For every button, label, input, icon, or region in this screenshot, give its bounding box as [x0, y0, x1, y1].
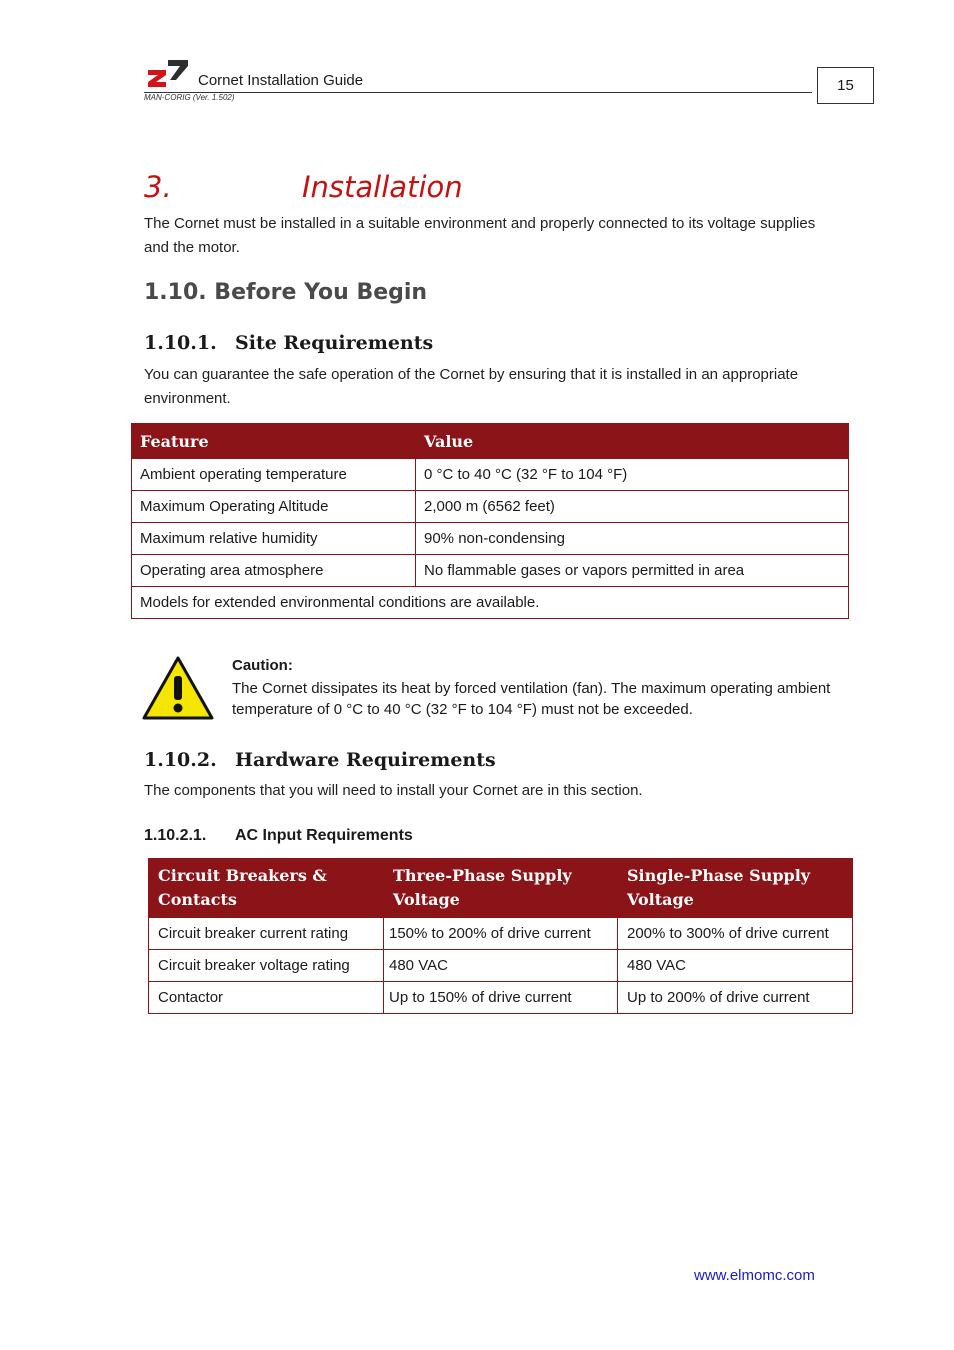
- column-header: Circuit Breakers & Contacts: [149, 859, 384, 918]
- table-cell: Contactor: [149, 982, 384, 1014]
- table-cell: Ambient operating temperature: [132, 459, 416, 491]
- hardware-requirements-heading: [144, 749, 496, 771]
- table-cell: Up to 200% of drive current: [618, 982, 853, 1014]
- header-rule: [144, 92, 812, 93]
- column-header: Single-Phase Supply Voltage: [618, 859, 853, 918]
- ac-input-title: AC Input Requirements: [235, 827, 413, 844]
- section-heading: [144, 170, 463, 204]
- site-requirements-number: 1.10.1.: [144, 332, 217, 354]
- table-row: [132, 555, 849, 587]
- hardware-requirements-number: 1.10.2.: [144, 749, 217, 771]
- table-cell: 200% to 300% of drive current: [618, 918, 853, 950]
- hardware-requirements-intro: The components that you will need to install your Cornet are in this section.: [144, 782, 643, 799]
- ac-input-heading: [144, 827, 413, 845]
- table-cell: 0 °C to 40 °C (32 °F to 104 °F): [416, 459, 849, 491]
- caution-title: Caution:: [232, 657, 293, 674]
- table-cell: 2,000 m (6562 feet): [416, 491, 849, 523]
- section-number: 3.: [144, 170, 172, 204]
- table-cell: Maximum relative humidity: [132, 523, 416, 555]
- table-row: [132, 491, 849, 523]
- table-header-row: [149, 859, 853, 918]
- document-title: Cornet Installation Guide: [198, 72, 364, 89]
- column-header: Value: [416, 424, 849, 459]
- table-cell: No flammable gases or vapors permitted in area: [416, 555, 849, 587]
- website-link[interactable]: www.elmomc.com: [694, 1267, 815, 1284]
- column-header: Feature: [132, 424, 416, 459]
- ac-input-number: 1.10.2.1.: [144, 827, 207, 844]
- table-row: [132, 459, 849, 491]
- table-cell: 480 VAC: [384, 950, 618, 982]
- table-row: [132, 523, 849, 555]
- ac-input-table: [148, 858, 853, 1014]
- hardware-requirements-title: Hardware Requirements: [235, 749, 496, 771]
- table-cell: 90% non-condensing: [416, 523, 849, 555]
- section-intro: The Cornet must be installed in a suitable environment and properly connected to its voltage supplies and the motor.: [144, 215, 816, 256]
- table-cell: Circuit breaker voltage rating: [149, 950, 384, 982]
- site-requirements-title: Site Requirements: [235, 332, 434, 354]
- table-note-row: [132, 587, 849, 619]
- elmo-logo: [146, 58, 190, 88]
- site-requirements-intro: You can guarantee the safe operation of the Cornet by ensuring that it is installed in an appropriate environment.: [144, 366, 799, 407]
- table-cell: 480 VAC: [618, 950, 853, 982]
- before-you-begin-heading: 1.10. Before You Begin: [144, 280, 428, 305]
- document-version: MAN-CORIG (Ver. 1.502): [144, 93, 235, 102]
- site-requirements-table: [131, 423, 849, 619]
- table-note: Models for extended environmental conditions are available.: [132, 587, 849, 619]
- table-cell: 150% to 200% of drive current: [384, 918, 618, 950]
- caution-text: The Cornet dissipates its heat by forced ventilation (fan). The maximum operating ambient temperature of 0 °C to 40 °C (32 °F to 104 °F) must not be exceeded.: [232, 680, 831, 718]
- column-header: Three-Phase Supply Voltage: [384, 859, 618, 918]
- table-row: [149, 982, 853, 1014]
- table-cell: Circuit breaker current rating: [149, 918, 384, 950]
- warning-triangle-icon: [142, 656, 214, 720]
- table-cell: Maximum Operating Altitude: [132, 491, 416, 523]
- table-row: [149, 918, 853, 950]
- table-cell: Operating area atmosphere: [132, 555, 416, 587]
- table-header-row: [132, 424, 849, 459]
- site-requirements-heading: [144, 332, 433, 354]
- table-cell: Up to 150% of drive current: [384, 982, 618, 1014]
- table-row: [149, 950, 853, 982]
- section-title: Installation: [302, 170, 463, 204]
- page-number: 15: [817, 67, 874, 104]
